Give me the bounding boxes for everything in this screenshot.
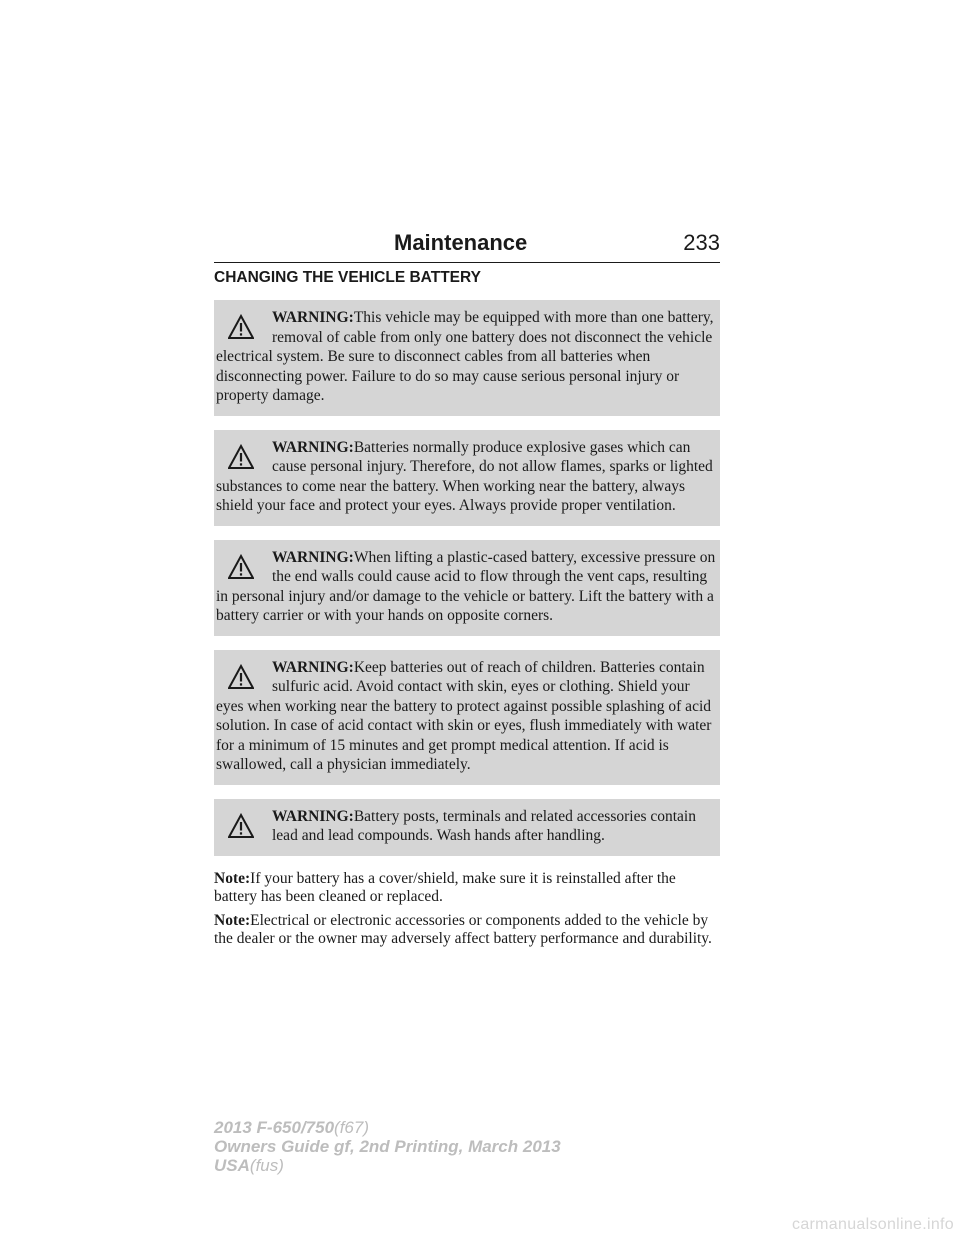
warning-text: Battery posts, terminals and related accessories contain lead and lead compounds. Wash hands after handling. xyxy=(272,807,696,844)
footer-model-line xyxy=(214,1118,561,1137)
print-footer xyxy=(214,1118,561,1175)
warning-triangle-icon xyxy=(228,813,254,839)
note-label: Note: xyxy=(214,911,251,929)
warning-text: When lifting a plastic-cased battery, excessive pressure on the end walls could cause acid to flow through the vent caps, resulting in personal injury and/or damage to the vehicle or battery. Lift the battery with a battery carrier or with your hands on opposite corners. xyxy=(216,548,716,624)
warning-label: WARNING: xyxy=(272,438,354,456)
warning-box xyxy=(214,540,720,636)
warning-label: WARNING: xyxy=(272,548,354,566)
page-header xyxy=(214,228,720,263)
warning-box xyxy=(214,430,720,526)
warning-box xyxy=(214,799,720,856)
footer-model: 2013 F-650/750 xyxy=(214,1118,335,1137)
footer-printing-line: Owners Guide gf, 2nd Printing, March 2013 xyxy=(214,1137,561,1156)
section-title: Maintenance xyxy=(394,230,528,255)
page-number: 233 xyxy=(683,230,720,255)
warning-box xyxy=(214,650,720,785)
footer-market-line xyxy=(214,1156,561,1175)
warning-text: This vehicle may be equipped with more than one battery, removal of cable from only one battery does not disconnect the vehicle electrical system. Be sure to disconnect cables from all batteries when disconnecting power. Failure to do so may cause serious personal injury or property damage. xyxy=(216,309,714,404)
note-paragraph xyxy=(214,870,720,906)
page-content xyxy=(214,268,720,954)
warning-text: Keep batteries out of reach of children. Batteries contain sulfuric acid. Avoid contact with skin, eyes or clothing. Shield your eyes when working near the battery to protect against possible splashing of acid solution. In case of acid contact with skin or eyes, flush immediately with water for a minimum of 15 minutes and get prompt medical attention. If acid is swallowed, call a physician immediately. xyxy=(216,658,712,773)
note-label: Note: xyxy=(214,869,251,887)
section-heading: CHANGING THE VEHICLE BATTERY xyxy=(214,269,481,286)
warning-label: WARNING: xyxy=(272,807,354,825)
note-text: Electrical or electronic accessories or components added to the vehicle by the dealer or the owner may adversely affect battery performance and durability. xyxy=(214,911,712,947)
footer-model-code: (f67) xyxy=(334,1118,370,1137)
warning-triangle-icon xyxy=(228,314,254,340)
note-paragraph xyxy=(214,912,720,948)
warning-label: WARNING: xyxy=(272,309,354,326)
warning-box xyxy=(214,300,720,416)
site-watermark: carmanualsonline.info xyxy=(792,1216,954,1233)
warning-text: Batteries normally produce explosive gases which can cause personal injury. Therefore, do not allow flames, sparks or lighted substances to come near the battery. When working near the battery, always shield your face and protect your eyes. Always provide proper ventilation. xyxy=(216,438,713,514)
warning-triangle-icon xyxy=(228,554,254,580)
footer-market: USA xyxy=(214,1156,250,1175)
note-text: If your battery has a cover/shield, make sure it is reinstalled after the battery has been cleaned or replaced. xyxy=(214,869,676,905)
warning-label: WARNING: xyxy=(272,658,354,676)
footer-market-code: (fus) xyxy=(249,1156,284,1175)
warning-triangle-icon xyxy=(228,444,254,470)
warning-triangle-icon xyxy=(228,664,254,690)
